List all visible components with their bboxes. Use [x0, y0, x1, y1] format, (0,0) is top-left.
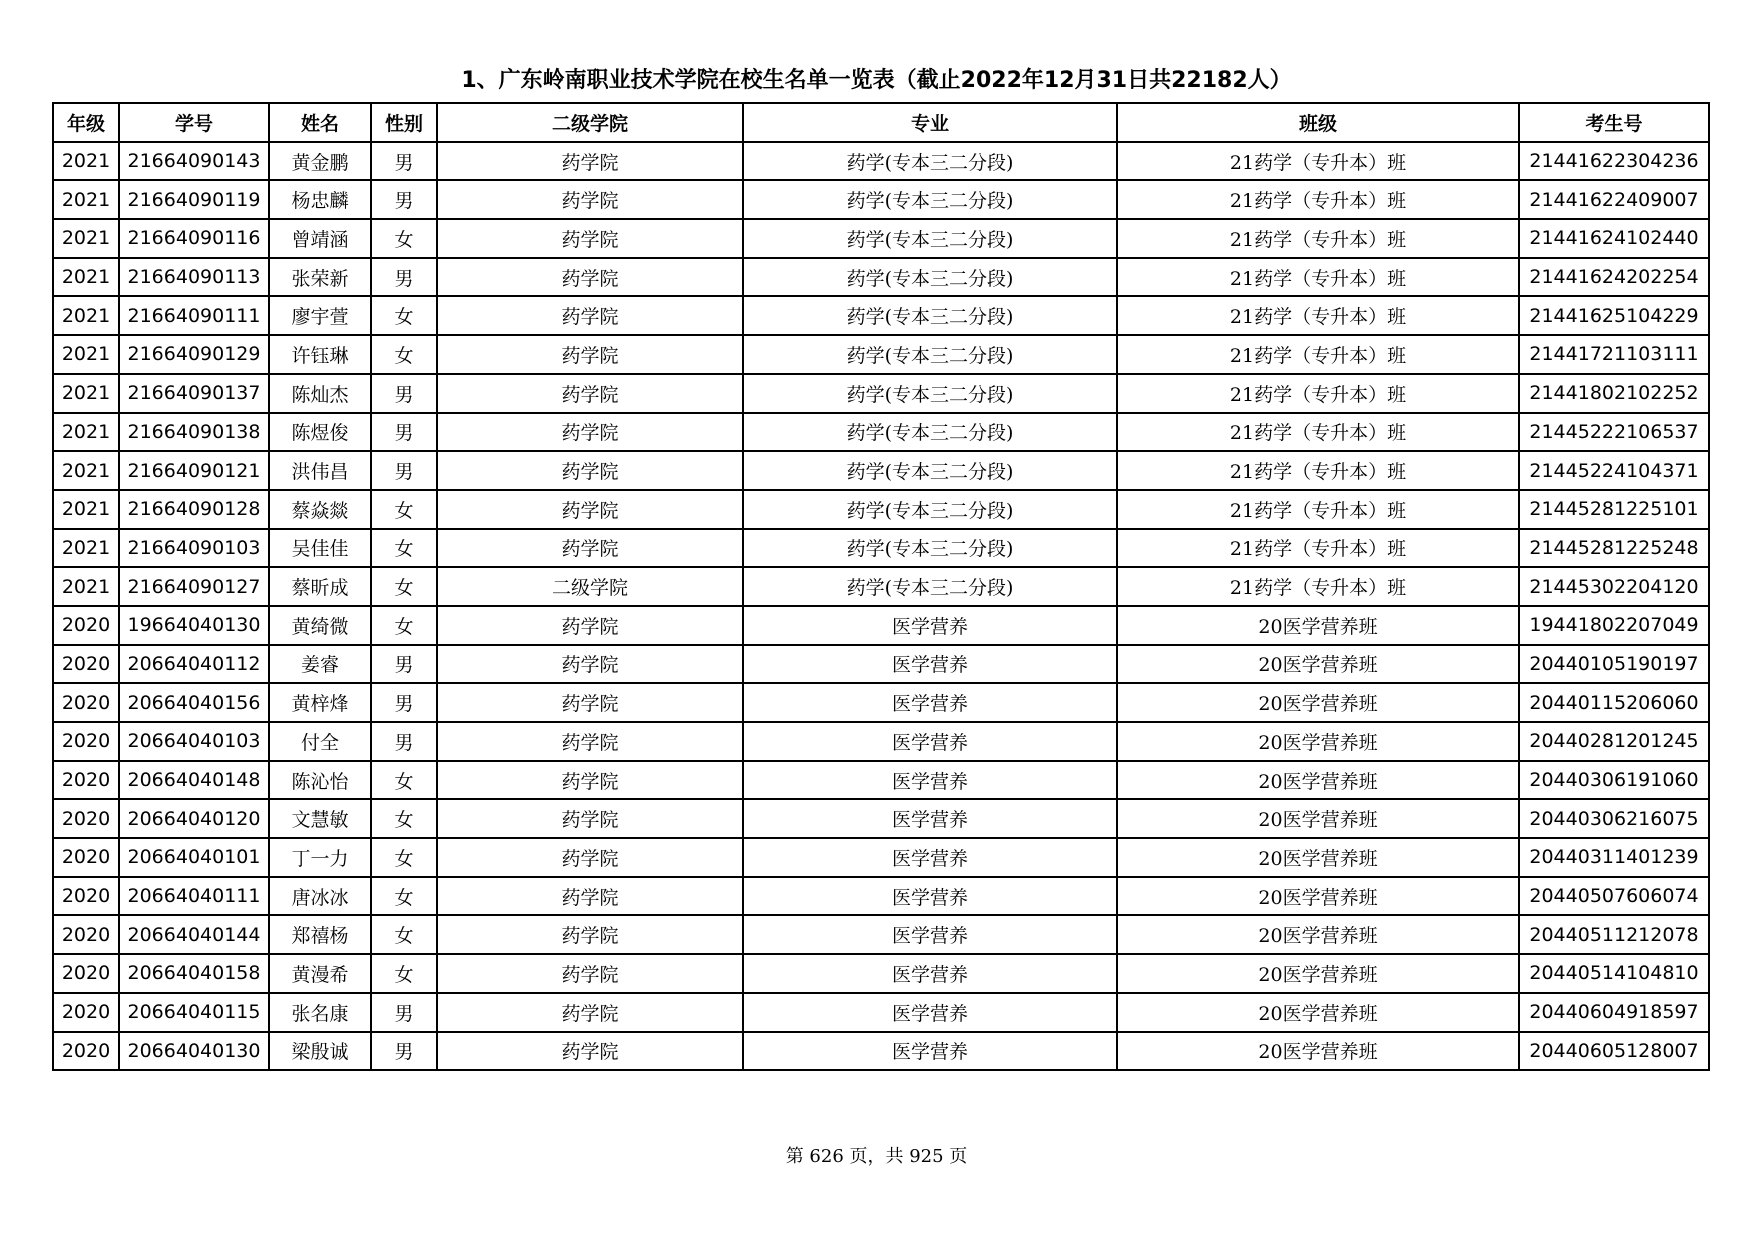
exam-number-cell: 20440605128007: [1519, 1032, 1709, 1071]
table-row: [53, 529, 1709, 568]
major-cell: 药学(专本三二分段): [743, 413, 1117, 452]
grade-cell: 2020: [53, 954, 119, 993]
class-cell: 20医学营养班: [1117, 722, 1519, 761]
student-id-cell: 20664040144: [119, 915, 269, 954]
header-name: 姓名: [269, 103, 371, 142]
page-title: 1、广东岭南职业技术学院在校生名单一览表（截止2022年12月31日共22182人）: [461, 68, 1292, 93]
header-grade: 年级: [53, 103, 119, 142]
name-cell: 丁一力: [269, 838, 371, 877]
header-student-id: 学号: [119, 103, 269, 142]
gender-cell: 男: [371, 451, 437, 490]
table-row: [53, 645, 1709, 684]
exam-number-cell: 20440604918597: [1519, 993, 1709, 1032]
gender-cell: 男: [371, 683, 437, 722]
student-id-cell: 21664090121: [119, 451, 269, 490]
grade-cell: 2021: [53, 451, 119, 490]
grade-cell: 2020: [53, 683, 119, 722]
exam-number-cell: 21441624102440: [1519, 219, 1709, 258]
exam-number-cell: 21445281225101: [1519, 490, 1709, 529]
gender-cell: 男: [371, 180, 437, 219]
major-cell: 医学营养: [743, 915, 1117, 954]
college-cell: 药学院: [437, 761, 743, 800]
name-cell: 廖宇萱: [269, 296, 371, 335]
class-cell: 20医学营养班: [1117, 993, 1519, 1032]
student-id-cell: 21664090137: [119, 374, 269, 413]
exam-number-cell: 20440306216075: [1519, 799, 1709, 838]
major-cell: 药学(专本三二分段): [743, 451, 1117, 490]
class-cell: 21药学（专升本）班: [1117, 219, 1519, 258]
table-row: [53, 490, 1709, 529]
exam-number-cell: 20440311401239: [1519, 838, 1709, 877]
student-id-cell: 19664040130: [119, 606, 269, 645]
student-id-cell: 20664040115: [119, 993, 269, 1032]
student-id-cell: 20664040112: [119, 645, 269, 684]
gender-cell: 男: [371, 1032, 437, 1071]
college-cell: 药学院: [437, 258, 743, 297]
grade-cell: 2021: [53, 219, 119, 258]
class-cell: 21药学（专升本）班: [1117, 180, 1519, 219]
table-row: [53, 296, 1709, 335]
table-row: [53, 799, 1709, 838]
table-row: [53, 413, 1709, 452]
exam-number-cell: 21441625104229: [1519, 296, 1709, 335]
college-cell: 药学院: [437, 451, 743, 490]
table-row: [53, 877, 1709, 916]
major-cell: 药学(专本三二分段): [743, 374, 1117, 413]
major-cell: 医学营养: [743, 954, 1117, 993]
name-cell: 杨忠麟: [269, 180, 371, 219]
header-class: 班级: [1117, 103, 1519, 142]
exam-number-cell: 21445302204120: [1519, 567, 1709, 606]
college-cell: 药学院: [437, 296, 743, 335]
table-row: [53, 219, 1709, 258]
gender-cell: 女: [371, 915, 437, 954]
class-cell: 21药学（专升本）班: [1117, 374, 1519, 413]
header-college: 二级学院: [437, 103, 743, 142]
exam-number-cell: 21445281225248: [1519, 529, 1709, 568]
table-body: [53, 142, 1709, 1071]
college-cell: 药学院: [437, 490, 743, 529]
name-cell: 吴佳佳: [269, 529, 371, 568]
gender-cell: 女: [371, 606, 437, 645]
name-cell: 付全: [269, 722, 371, 761]
gender-cell: 男: [371, 258, 437, 297]
exam-number-cell: 21441721103111: [1519, 335, 1709, 374]
name-cell: 黄绮微: [269, 606, 371, 645]
table-row: [53, 606, 1709, 645]
student-id-cell: 21664090129: [119, 335, 269, 374]
grade-cell: 2020: [53, 606, 119, 645]
name-cell: 文慧敏: [269, 799, 371, 838]
header-major: 专业: [743, 103, 1117, 142]
student-id-cell: 20664040148: [119, 761, 269, 800]
class-cell: 21药学（专升本）班: [1117, 413, 1519, 452]
table-row: [53, 954, 1709, 993]
table-row: [53, 142, 1709, 181]
name-cell: 洪伟昌: [269, 451, 371, 490]
table-row: [53, 374, 1709, 413]
grade-cell: 2021: [53, 296, 119, 335]
class-cell: 20医学营养班: [1117, 606, 1519, 645]
major-cell: 医学营养: [743, 761, 1117, 800]
gender-cell: 女: [371, 567, 437, 606]
major-cell: 药学(专本三二分段): [743, 335, 1117, 374]
grade-cell: 2020: [53, 645, 119, 684]
name-cell: 郑禧杨: [269, 915, 371, 954]
major-cell: 药学(专本三二分段): [743, 142, 1117, 181]
gender-cell: 女: [371, 954, 437, 993]
student-id-cell: 21664090111: [119, 296, 269, 335]
table-row: [53, 567, 1709, 606]
gender-cell: 女: [371, 838, 437, 877]
grade-cell: 2020: [53, 915, 119, 954]
header-gender: 性别: [371, 103, 437, 142]
gender-cell: 女: [371, 335, 437, 374]
student-id-cell: 20664040111: [119, 877, 269, 916]
gender-cell: 女: [371, 877, 437, 916]
grade-cell: 2020: [53, 877, 119, 916]
class-cell: 20医学营养班: [1117, 838, 1519, 877]
major-cell: 药学(专本三二分段): [743, 296, 1117, 335]
gender-cell: 男: [371, 645, 437, 684]
table-row: [53, 838, 1709, 877]
table-header-row: [53, 103, 1709, 142]
name-cell: 唐冰冰: [269, 877, 371, 916]
college-cell: 药学院: [437, 374, 743, 413]
grade-cell: 2021: [53, 529, 119, 568]
name-cell: 陈沁怡: [269, 761, 371, 800]
grade-cell: 2021: [53, 180, 119, 219]
class-cell: 20医学营养班: [1117, 1032, 1519, 1071]
table-row: [53, 761, 1709, 800]
name-cell: 姜睿: [269, 645, 371, 684]
name-cell: 蔡昕成: [269, 567, 371, 606]
exam-number-cell: 21445222106537: [1519, 413, 1709, 452]
table-row: [53, 915, 1709, 954]
exam-number-cell: 21441802102252: [1519, 374, 1709, 413]
college-cell: 药学院: [437, 219, 743, 258]
name-cell: 陈灿杰: [269, 374, 371, 413]
name-cell: 黄梓烽: [269, 683, 371, 722]
grade-cell: 2021: [53, 490, 119, 529]
class-cell: 20医学营养班: [1117, 915, 1519, 954]
college-cell: 药学院: [437, 529, 743, 568]
college-cell: 药学院: [437, 335, 743, 374]
college-cell: 药学院: [437, 838, 743, 877]
gender-cell: 男: [371, 993, 437, 1032]
name-cell: 张名康: [269, 993, 371, 1032]
name-cell: 黄金鹏: [269, 142, 371, 181]
class-cell: 21药学（专升本）班: [1117, 258, 1519, 297]
class-cell: 20医学营养班: [1117, 683, 1519, 722]
student-id-cell: 21664090128: [119, 490, 269, 529]
major-cell: 医学营养: [743, 838, 1117, 877]
class-cell: 20医学营养班: [1117, 954, 1519, 993]
major-cell: 医学营养: [743, 877, 1117, 916]
major-cell: 药学(专本三二分段): [743, 219, 1117, 258]
exam-number-cell: 20440507606074: [1519, 877, 1709, 916]
college-cell: 药学院: [437, 413, 743, 452]
grade-cell: 2020: [53, 838, 119, 877]
table-row: [53, 683, 1709, 722]
gender-cell: 女: [371, 799, 437, 838]
college-cell: 药学院: [437, 142, 743, 181]
college-cell: 药学院: [437, 993, 743, 1032]
table-row: [53, 451, 1709, 490]
class-cell: 21药学（专升本）班: [1117, 529, 1519, 568]
student-roster-table: [52, 102, 1710, 1071]
name-cell: 张荣新: [269, 258, 371, 297]
college-cell: 药学院: [437, 683, 743, 722]
student-id-cell: 20664040130: [119, 1032, 269, 1071]
exam-number-cell: 20440514104810: [1519, 954, 1709, 993]
student-id-cell: 20664040158: [119, 954, 269, 993]
exam-number-cell: 20440105190197: [1519, 645, 1709, 684]
major-cell: 药学(专本三二分段): [743, 529, 1117, 568]
grade-cell: 2020: [53, 993, 119, 1032]
class-cell: 21药学（专升本）班: [1117, 567, 1519, 606]
class-cell: 20医学营养班: [1117, 645, 1519, 684]
exam-number-cell: 21441622409007: [1519, 180, 1709, 219]
gender-cell: 男: [371, 722, 437, 761]
exam-number-cell: 21445224104371: [1519, 451, 1709, 490]
name-cell: 陈煜俊: [269, 413, 371, 452]
name-cell: 黄漫希: [269, 954, 371, 993]
gender-cell: 女: [371, 761, 437, 800]
major-cell: 医学营养: [743, 1032, 1117, 1071]
college-cell: 药学院: [437, 722, 743, 761]
class-cell: 21药学（专升本）班: [1117, 296, 1519, 335]
college-cell: 药学院: [437, 645, 743, 684]
class-cell: 21药学（专升本）班: [1117, 490, 1519, 529]
grade-cell: 2021: [53, 374, 119, 413]
college-cell: 药学院: [437, 954, 743, 993]
student-id-cell: 21664090116: [119, 219, 269, 258]
college-cell: 药学院: [437, 799, 743, 838]
gender-cell: 男: [371, 142, 437, 181]
major-cell: 医学营养: [743, 645, 1117, 684]
exam-number-cell: 19441802207049: [1519, 606, 1709, 645]
name-cell: 梁殷诚: [269, 1032, 371, 1071]
grade-cell: 2021: [53, 413, 119, 452]
gender-cell: 女: [371, 296, 437, 335]
exam-number-cell: 21441622304236: [1519, 142, 1709, 181]
major-cell: 医学营养: [743, 799, 1117, 838]
table-row: [53, 722, 1709, 761]
major-cell: 医学营养: [743, 683, 1117, 722]
student-id-cell: 21664090127: [119, 567, 269, 606]
college-cell: 药学院: [437, 915, 743, 954]
grade-cell: 2021: [53, 335, 119, 374]
student-id-cell: 21664090113: [119, 258, 269, 297]
class-cell: 21药学（专升本）班: [1117, 142, 1519, 181]
major-cell: 医学营养: [743, 993, 1117, 1032]
major-cell: 医学营养: [743, 722, 1117, 761]
table-row: [53, 335, 1709, 374]
student-id-cell: 21664090138: [119, 413, 269, 452]
college-cell: 药学院: [437, 1032, 743, 1071]
grade-cell: 2020: [53, 722, 119, 761]
major-cell: 药学(专本三二分段): [743, 258, 1117, 297]
college-cell: 药学院: [437, 877, 743, 916]
gender-cell: 男: [371, 374, 437, 413]
class-cell: 20医学营养班: [1117, 761, 1519, 800]
header-exam-number: 考生号: [1519, 103, 1709, 142]
exam-number-cell: 20440281201245: [1519, 722, 1709, 761]
table-row: [53, 258, 1709, 297]
exam-number-cell: 20440511212078: [1519, 915, 1709, 954]
page-number: 第 626 页，共 925 页: [785, 1146, 968, 1167]
student-id-cell: 21664090143: [119, 142, 269, 181]
table-row: [53, 993, 1709, 1032]
student-id-cell: 21664090103: [119, 529, 269, 568]
name-cell: 曾靖涵: [269, 219, 371, 258]
name-cell: 蔡焱燚: [269, 490, 371, 529]
grade-cell: 2021: [53, 142, 119, 181]
college-cell: 药学院: [437, 180, 743, 219]
college-cell: 药学院: [437, 606, 743, 645]
student-id-cell: 21664090119: [119, 180, 269, 219]
gender-cell: 女: [371, 529, 437, 568]
major-cell: 药学(专本三二分段): [743, 180, 1117, 219]
college-cell: 二级学院: [437, 567, 743, 606]
student-id-cell: 20664040156: [119, 683, 269, 722]
grade-cell: 2020: [53, 1032, 119, 1071]
grade-cell: 2020: [53, 761, 119, 800]
gender-cell: 女: [371, 490, 437, 529]
student-id-cell: 20664040120: [119, 799, 269, 838]
name-cell: 许钰琳: [269, 335, 371, 374]
major-cell: 药学(专本三二分段): [743, 567, 1117, 606]
grade-cell: 2021: [53, 258, 119, 297]
exam-number-cell: 20440306191060: [1519, 761, 1709, 800]
gender-cell: 男: [371, 413, 437, 452]
grade-cell: 2021: [53, 567, 119, 606]
exam-number-cell: 21441624202254: [1519, 258, 1709, 297]
gender-cell: 女: [371, 219, 437, 258]
class-cell: 20医学营养班: [1117, 877, 1519, 916]
table-row: [53, 180, 1709, 219]
student-id-cell: 20664040101: [119, 838, 269, 877]
grade-cell: 2020: [53, 799, 119, 838]
table-row: [53, 1032, 1709, 1071]
student-id-cell: 20664040103: [119, 722, 269, 761]
class-cell: 21药学（专升本）班: [1117, 451, 1519, 490]
major-cell: 药学(专本三二分段): [743, 490, 1117, 529]
exam-number-cell: 20440115206060: [1519, 683, 1709, 722]
class-cell: 21药学（专升本）班: [1117, 335, 1519, 374]
class-cell: 20医学营养班: [1117, 799, 1519, 838]
major-cell: 医学营养: [743, 606, 1117, 645]
